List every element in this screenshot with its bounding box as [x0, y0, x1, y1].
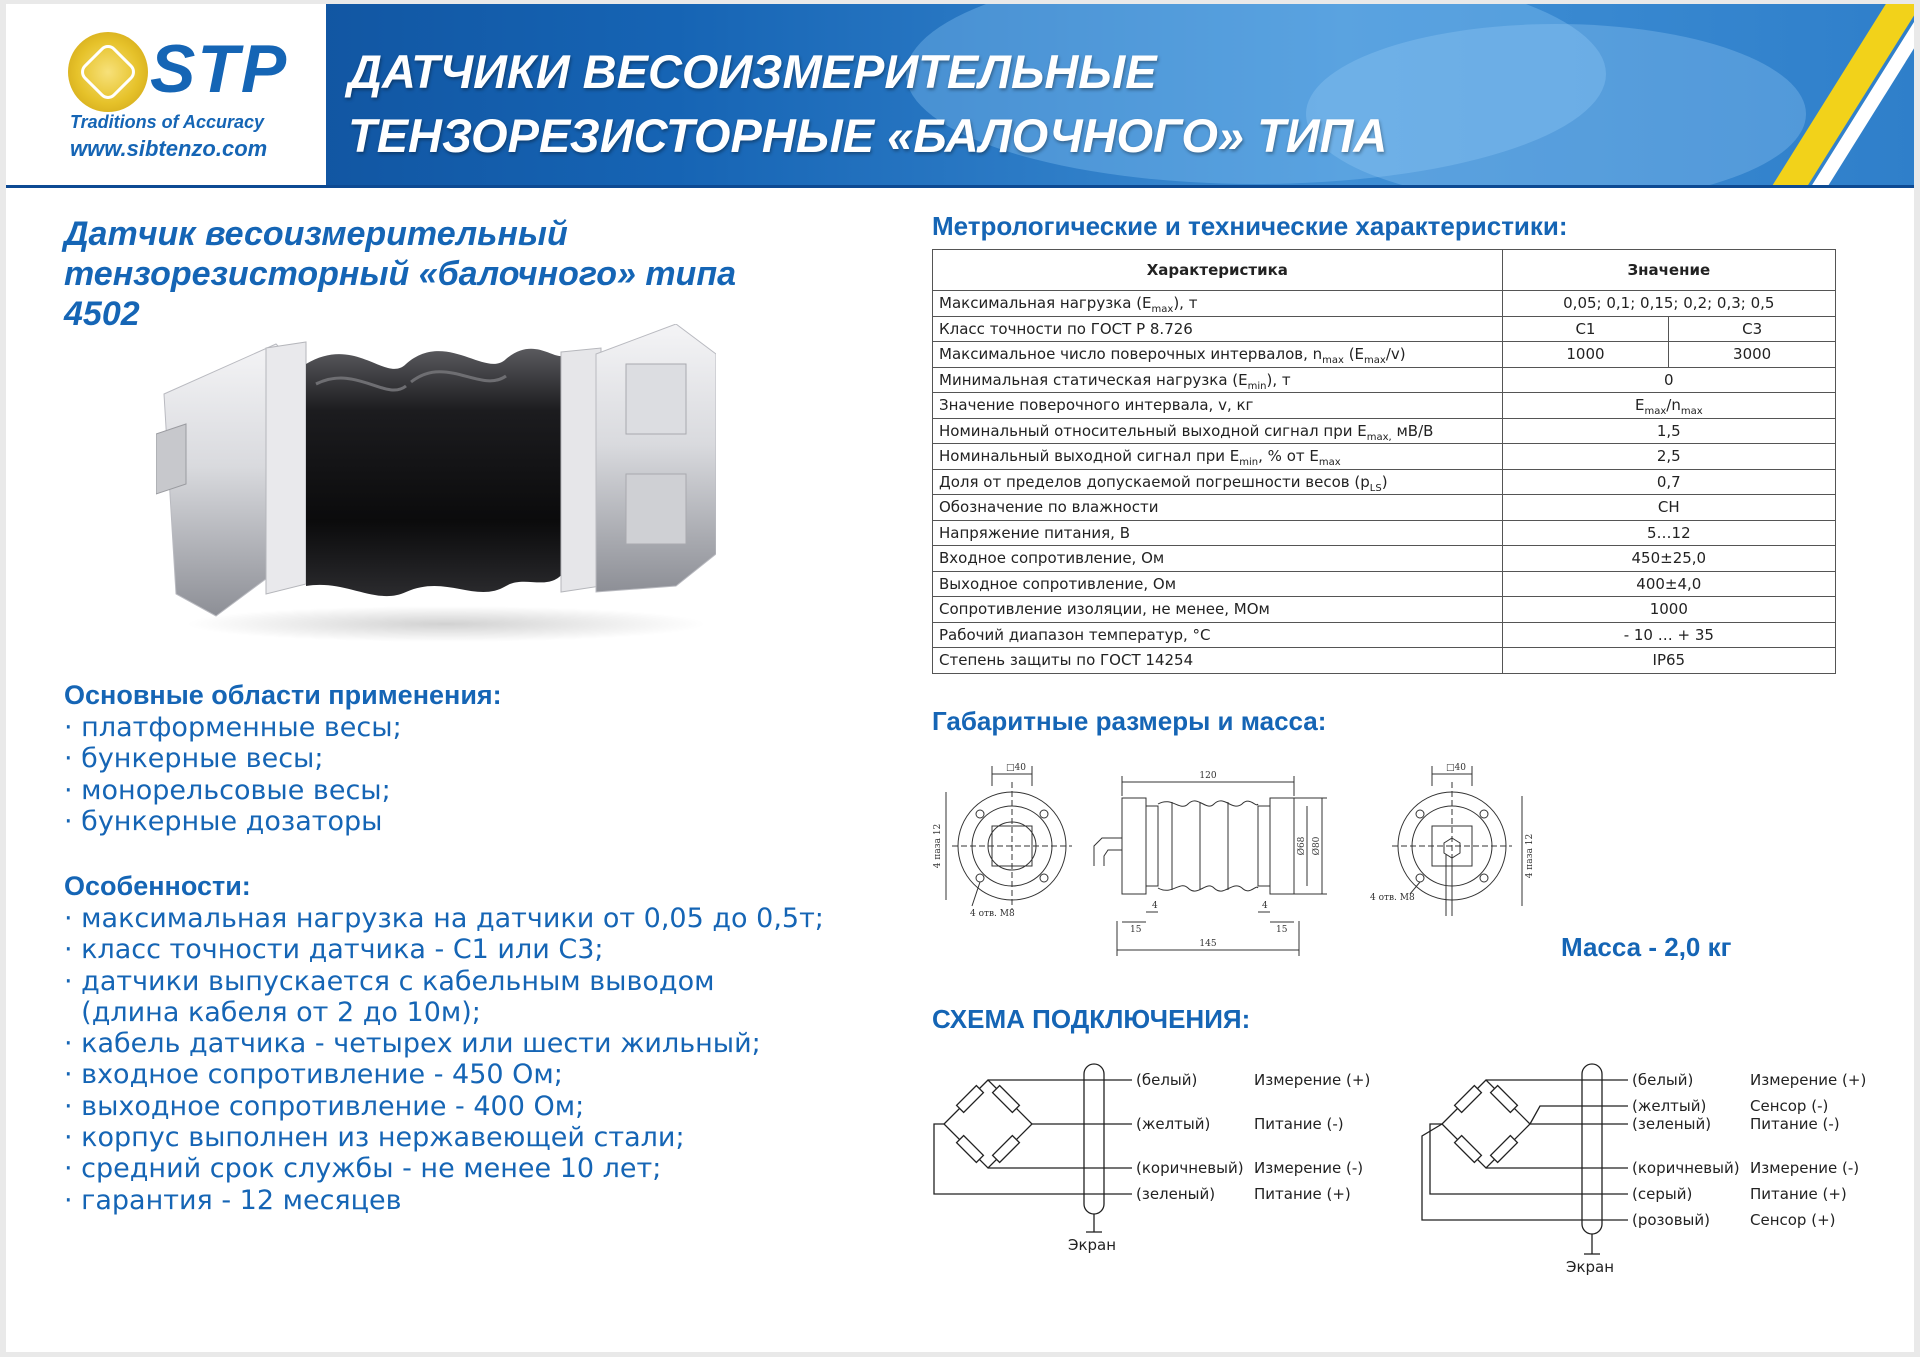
table-row [933, 291, 1836, 317]
list-item: · монорельсовые весы; [64, 774, 391, 806]
header-banner [6, 4, 1914, 185]
wire-color: (белый) [1136, 1071, 1198, 1089]
wire-signal: Измерение (+) [1254, 1071, 1371, 1089]
spec-name: Минимальная статическая нагрузка $(E_{min})$, т [933, 367, 1503, 393]
screen-label: Экран [1068, 1236, 1117, 1254]
table-row [933, 418, 1836, 444]
dim-label: 4 паза 12 [933, 823, 943, 869]
wiring-heading: СХЕМА ПОДКЛЮЧЕНИЯ: [932, 1004, 1251, 1034]
features-list [64, 903, 824, 1216]
specs-table [932, 249, 1836, 674]
load-cell-photo [156, 324, 716, 644]
spec-value: 3000 [1669, 342, 1836, 368]
wire-signal: Питание (+) [1750, 1185, 1847, 1203]
spec-name: Доля от пределов допускаемой погрешности весов $(p_{LS})$ [933, 469, 1503, 495]
title-line-1: ДАТЧИКИ ВЕСОИЗМЕРИТЕЛЬНЫЕ [348, 45, 1157, 98]
dim-label: □40 [1446, 763, 1466, 773]
applications-heading: Основные области применения: [64, 680, 502, 710]
table-row [933, 367, 1836, 393]
list-item: · средний срок службы - не менее 10 лет; [64, 1153, 662, 1185]
spec-name: Рабочий диапазон температур, °С [933, 622, 1503, 648]
table-row [933, 648, 1836, 674]
spec-value: 450±25,0 [1502, 546, 1835, 572]
dim-label: Ø68 [1297, 836, 1307, 856]
list-item: · кабель датчика - четырех или шести жильный; [64, 1028, 761, 1060]
wiring-diagram-6wire [1416, 1054, 1906, 1314]
spec-name: Входное сопротивление, Ом [933, 546, 1503, 572]
wire-color: (серый) [1632, 1185, 1693, 1203]
list-item: · гарантия - 12 месяцев [64, 1184, 402, 1216]
celtic-knot-icon [68, 32, 148, 112]
table-row [933, 393, 1836, 419]
column-header: Значение [1502, 250, 1835, 291]
dim-label: 120 [1199, 771, 1217, 781]
logo [6, 4, 326, 185]
table-row [933, 444, 1836, 470]
dim-label: 4 паза 12 [1525, 833, 1535, 879]
spec-name: Обозначение по влажности [933, 495, 1503, 521]
spec-value: 2,5 [1502, 444, 1835, 470]
wire-signal: Питание (-) [1254, 1115, 1344, 1133]
list-item: · класс точности датчика - С1 или С3; [64, 934, 604, 966]
spec-name: Максимальное число поверочных интервалов, $n_{max}$ $(E_{max}/v)$ [933, 342, 1503, 368]
table-row [933, 597, 1836, 623]
applications-list [64, 712, 402, 837]
spec-value: - 10 … + 35 [1502, 622, 1835, 648]
spec-value: 1,5 [1502, 418, 1835, 444]
table-row [933, 469, 1836, 495]
dim-label: 4 [1262, 901, 1268, 911]
list-item: (длина кабеля от 2 до 10м); [64, 996, 481, 1028]
spec-value: 0,7 [1502, 469, 1835, 495]
table-row [933, 546, 1836, 572]
specs-heading: Метрологические и технические характеристики: [932, 211, 1568, 241]
column-header: Характеристика [933, 250, 1503, 291]
wire-color: (коричневый) [1136, 1159, 1244, 1177]
product-model: 4502 [64, 295, 140, 333]
list-item: · датчики выпускается с кабельным выводом [64, 965, 715, 997]
list-item: · корпус выполнен из нержавеющей стали; [64, 1122, 685, 1154]
dim-label: □40 [1006, 763, 1026, 773]
wire-color: (коричневый) [1632, 1159, 1740, 1177]
spec-name: Сопротивление изоляции, не менее, МОм [933, 597, 1503, 623]
logo-url: www.sibtenzo.com [70, 136, 268, 161]
wiring-diagram-4wire [932, 1054, 1392, 1284]
list-item: · платформенные весы; [64, 712, 402, 743]
logo-name: STP [150, 31, 289, 107]
mass-label: Масса - 2,0 кг [1561, 932, 1732, 962]
table-row [933, 342, 1836, 368]
product-title-line-1: Датчик весоизмерительный [64, 215, 568, 253]
table-row [933, 571, 1836, 597]
spec-value: $E_{max}/n_{max}$ [1502, 393, 1835, 419]
table-row [933, 316, 1836, 342]
wire-signal: Сенсор (-) [1750, 1097, 1829, 1115]
wire-signal: Питание (-) [1750, 1115, 1840, 1133]
wire-signal: Измерение (-) [1750, 1159, 1860, 1177]
wire-color: (желтый) [1136, 1115, 1211, 1133]
spec-name: Степень защиты по ГОСТ 14254 [933, 648, 1503, 674]
product-title [64, 214, 736, 334]
screen-label: Экран [1566, 1258, 1615, 1276]
title-line-2: ТЕНЗОРЕЗИСТОРНЫЕ «БАЛОЧНОГО» ТИПА [348, 109, 1388, 162]
spec-name: Выходное сопротивление, Ом [933, 571, 1503, 597]
dim-label: 4 отв. М8 [970, 909, 1015, 919]
wire-color: (зеленый) [1632, 1115, 1712, 1133]
wire-signal: Измерение (-) [1254, 1159, 1364, 1177]
features-heading: Особенности: [64, 871, 251, 901]
list-item: · входное сопротивление - 450 Ом; [64, 1059, 563, 1091]
spec-name: Значение поверочного интервала, v, кг [933, 393, 1503, 419]
datasheet-page [6, 4, 1914, 1352]
dim-label: 4 отв. М8 [1370, 893, 1415, 903]
table-row [933, 495, 1836, 521]
spec-value: 5…12 [1502, 520, 1835, 546]
page-title [348, 40, 1387, 168]
dim-label: 15 [1130, 925, 1142, 935]
dimension-drawing [932, 746, 1552, 966]
wire-color: (желтый) [1632, 1097, 1707, 1115]
spec-value: 1000 [1502, 597, 1835, 623]
wire-signal: Сенсор (+) [1750, 1211, 1836, 1229]
list-item: · бункерные весы; [64, 743, 324, 775]
spec-name: Напряжение питания, В [933, 520, 1503, 546]
wire-signal: Питание (+) [1254, 1185, 1351, 1203]
spec-value: 1000 [1502, 342, 1669, 368]
spec-value: C1 [1502, 316, 1669, 342]
dim-label: 15 [1276, 925, 1288, 935]
wire-color: (розовый) [1632, 1211, 1710, 1229]
spec-name: Класс точности по ГОСТ Р 8.726 [933, 316, 1503, 342]
spec-value: CH [1502, 495, 1835, 521]
wire-signal: Измерение (+) [1750, 1071, 1867, 1089]
spec-value: C3 [1669, 316, 1836, 342]
spec-value: 0 [1502, 367, 1835, 393]
table-row [933, 622, 1836, 648]
spec-name: Номинальный относительный выходной сигнал при $E_{max,}$ мВ/В [933, 418, 1503, 444]
list-item: · выходное сопротивление - 400 Ом; [64, 1090, 585, 1122]
spec-name: Номинальный выходной сигнал при $E_{min}$, % от $E_{max}$ [933, 444, 1503, 470]
list-item: · бункерные дозаторы [64, 805, 383, 837]
spec-value: 0,05; 0,1; 0,15; 0,2; 0,3; 0,5 [1502, 291, 1835, 317]
list-item: · максимальная нагрузка на датчики от 0,05 до 0,5т; [64, 903, 824, 934]
dim-label: Ø80 [1312, 836, 1322, 856]
dim-label: 4 [1152, 901, 1158, 911]
dim-label: 145 [1199, 939, 1217, 949]
wire-color: (зеленый) [1136, 1185, 1216, 1203]
spec-value: IP65 [1502, 648, 1835, 674]
spec-name: Максимальная нагрузка $(E_{max})$, т [933, 291, 1503, 317]
wire-color: (белый) [1632, 1071, 1694, 1089]
logo-tagline: Traditions of Accuracy [70, 112, 265, 132]
dimensions-heading: Габаритные размеры и масса: [932, 706, 1327, 736]
spec-value: 400±4,0 [1502, 571, 1835, 597]
product-title-line-2: тензорезисторный «балочного» типа [64, 255, 736, 293]
table-row [933, 520, 1836, 546]
